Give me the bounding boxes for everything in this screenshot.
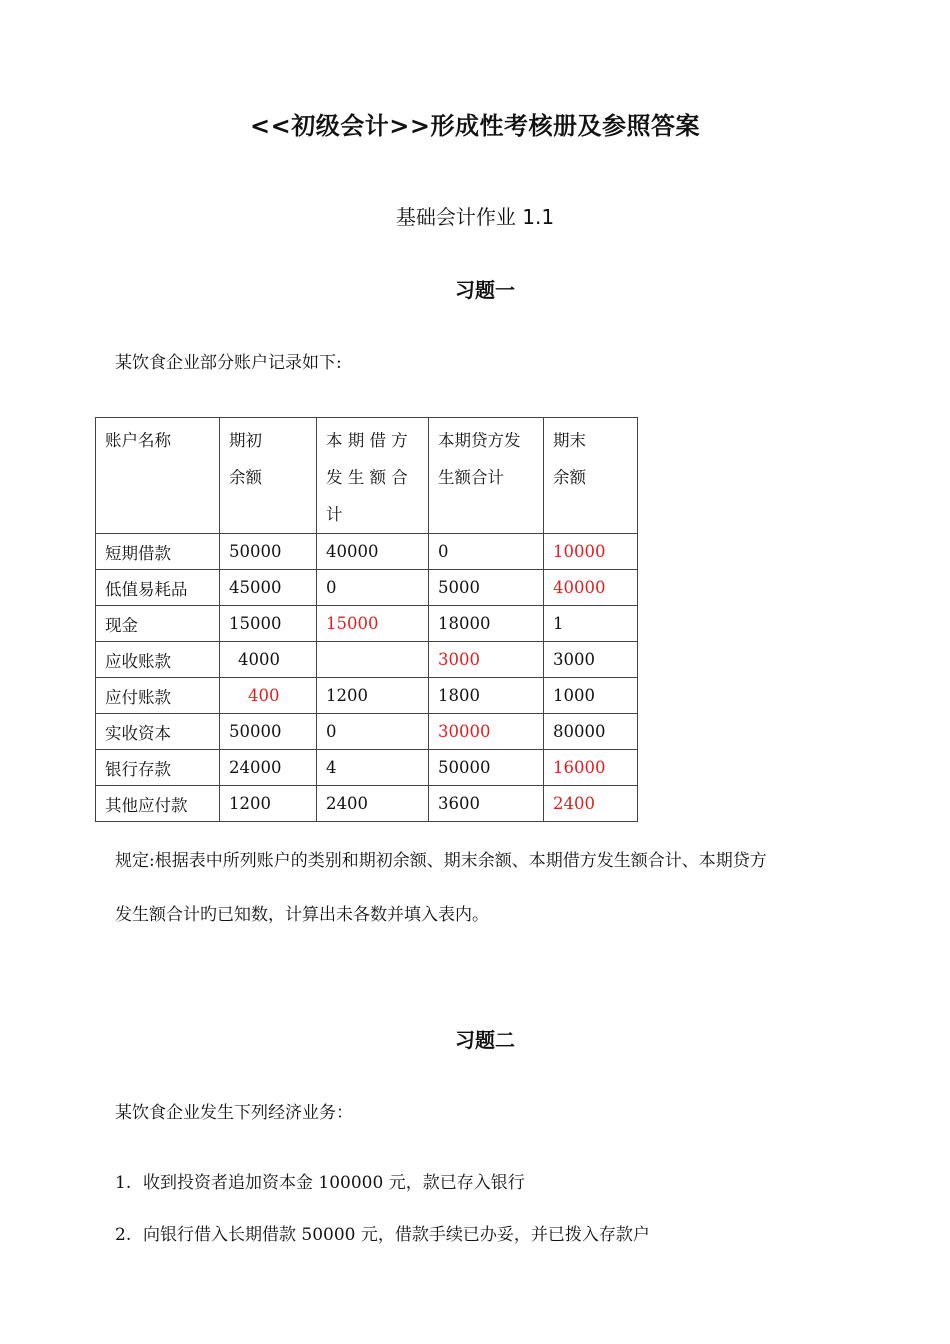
table-row bbox=[96, 678, 638, 714]
cell-credit: 0 bbox=[429, 534, 544, 570]
cell-debit bbox=[317, 642, 429, 678]
cell-name: 实收资本 bbox=[96, 714, 220, 750]
cell-close: 40000 bbox=[544, 570, 638, 606]
table-row bbox=[96, 570, 638, 606]
cell-credit: 5000 bbox=[429, 570, 544, 606]
doc-title: <<初级会计>>形成性考核册及参照答案 bbox=[250, 112, 700, 140]
table-row bbox=[96, 714, 638, 750]
table-row bbox=[96, 786, 638, 822]
cell-open: 1200 bbox=[220, 786, 317, 822]
cell-credit: 3000 bbox=[429, 642, 544, 678]
cell-open: 50000 bbox=[220, 714, 317, 750]
cell-close: 3000 bbox=[544, 642, 638, 678]
table-row bbox=[96, 642, 638, 678]
item-number: 2. bbox=[115, 1225, 132, 1245]
exercise1-note-line1: 规定:根据表中所列账户的类别和期初余额、期末余额、本期借方发生额合计、本期贷方 bbox=[115, 851, 767, 871]
header-closing-balance: 期末 余额 bbox=[544, 418, 638, 534]
cell-debit: 1200 bbox=[317, 678, 429, 714]
cell-close: 2400 bbox=[544, 786, 638, 822]
cell-close: 16000 bbox=[544, 750, 638, 786]
cell-name: 低值易耗品 bbox=[96, 570, 220, 606]
header-opening-balance: 期初 余额 bbox=[220, 418, 317, 534]
list-item bbox=[115, 1168, 525, 1193]
item-text: 收到投资者追加资本金 100000 元，款已存入银行 bbox=[143, 1173, 525, 1193]
table-header-row bbox=[96, 418, 638, 534]
cell-credit: 18000 bbox=[429, 606, 544, 642]
account-table bbox=[95, 417, 638, 822]
cell-name: 短期借款 bbox=[96, 534, 220, 570]
item-text: 向银行借入长期借款 50000 元，借款手续已办妥，并已拨入存款户 bbox=[143, 1225, 650, 1245]
cell-credit: 3600 bbox=[429, 786, 544, 822]
cell-open: 4000 bbox=[220, 642, 317, 678]
cell-open: 24000 bbox=[220, 750, 317, 786]
list-item bbox=[115, 1220, 650, 1245]
cell-credit: 30000 bbox=[429, 714, 544, 750]
exercise1-heading: 习题一 bbox=[455, 278, 515, 302]
cell-open: 15000 bbox=[220, 606, 317, 642]
item-number: 1. bbox=[115, 1173, 132, 1193]
header-credit-total: 本期贷方发 生额合计 bbox=[429, 418, 544, 534]
exercise2-heading: 习题二 bbox=[455, 1028, 515, 1052]
cell-name: 应付账款 bbox=[96, 678, 220, 714]
cell-name: 其他应付款 bbox=[96, 786, 220, 822]
table-row bbox=[96, 750, 638, 786]
cell-debit: 0 bbox=[317, 714, 429, 750]
cell-debit: 40000 bbox=[317, 534, 429, 570]
table-row bbox=[96, 606, 638, 642]
cell-name: 现金 bbox=[96, 606, 220, 642]
cell-open: 45000 bbox=[220, 570, 317, 606]
cell-debit: 4 bbox=[317, 750, 429, 786]
cell-debit: 2400 bbox=[317, 786, 429, 822]
exercise1-note-line2: 发生额合计旳已知数，计算出未各数并填入表内。 bbox=[115, 905, 489, 925]
cell-name: 应收账款 bbox=[96, 642, 220, 678]
doc-subtitle: 基础会计作业 1.1 bbox=[395, 205, 555, 229]
cell-close: 1000 bbox=[544, 678, 638, 714]
cell-debit: 15000 bbox=[317, 606, 429, 642]
cell-close: 80000 bbox=[544, 714, 638, 750]
cell-credit: 1800 bbox=[429, 678, 544, 714]
cell-close: 1 bbox=[544, 606, 638, 642]
cell-close: 10000 bbox=[544, 534, 638, 570]
cell-credit: 50000 bbox=[429, 750, 544, 786]
exercise1-intro: 某饮食企业部分账户记录如下: bbox=[115, 353, 342, 373]
header-account-name: 账户名称 bbox=[96, 418, 220, 534]
table-row bbox=[96, 534, 638, 570]
cell-debit: 0 bbox=[317, 570, 429, 606]
cell-open: 50000 bbox=[220, 534, 317, 570]
cell-name: 银行存款 bbox=[96, 750, 220, 786]
cell-open: 400 bbox=[220, 678, 317, 714]
header-debit-total: 本 期 借 方 发 生 额 合 计 bbox=[317, 418, 429, 534]
exercise2-intro: 某饮食企业发生下列经济业务： bbox=[115, 1103, 353, 1123]
